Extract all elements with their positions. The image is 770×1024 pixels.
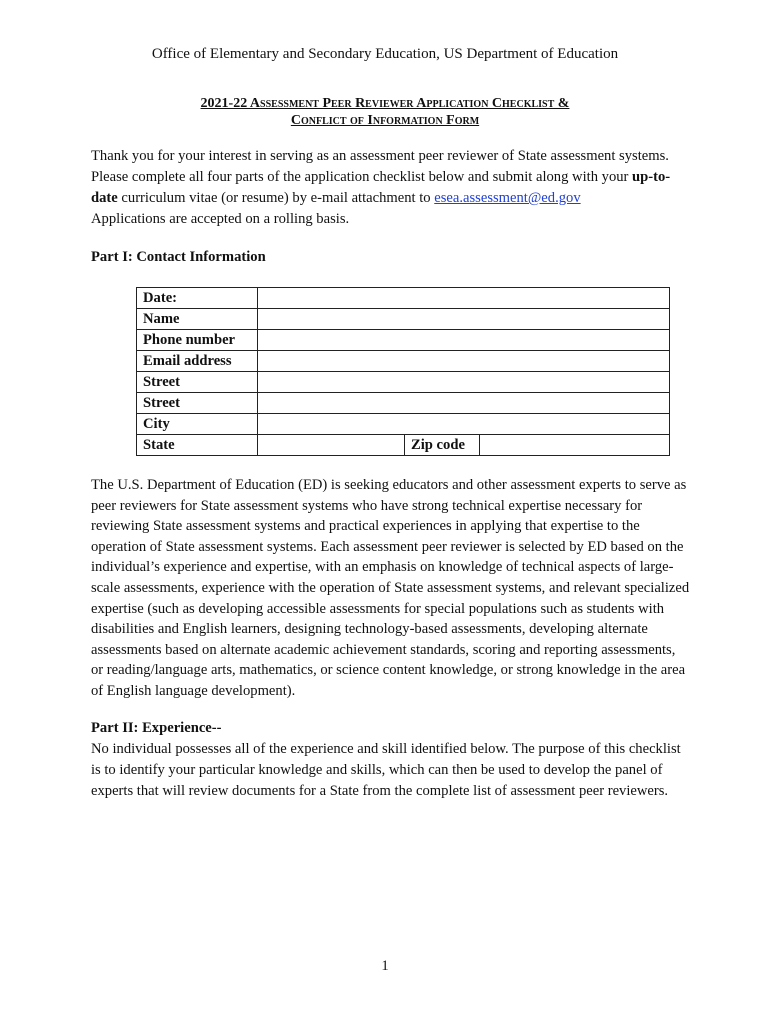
intro-text-1: Thank you for your interest in serving as an assessment peer reviewer of State assessment systems. Please complete all four parts of the application checklist below and submit along with your	[91, 148, 669, 185]
intro-text-3: Applications are accepted on a rolling basis.	[91, 211, 350, 227]
street-field-2[interactable]	[258, 393, 670, 414]
intro-paragraph	[91, 146, 691, 230]
row-label: State	[137, 435, 258, 456]
row-label: Street	[137, 393, 258, 414]
title-line-2: Conflict of Information Form	[290, 113, 480, 128]
email-field[interactable]	[258, 351, 670, 372]
city-field[interactable]	[258, 414, 670, 435]
zip-label: Zip code	[405, 435, 480, 456]
date-field[interactable]	[258, 288, 670, 309]
table-row	[137, 393, 670, 414]
description-paragraph: The U.S. Department of Education (ED) is seeking educators and other assessment experts to serve as peer reviewers for State assessment systems who have strong technical expertise necessary for reviewing State assessment systems and practical experiences in applying that expertise to the operation of State assessment systems. Each assessment peer reviewer is selected by ED based on the individual’s experience and expertise, with an emphasis on knowledge of technical aspects of large-scale assessments, experience with the operation of State assessment systems, and relevant specialized expertise (such as developing accessible assessments for special populations such as students with disabilities and English learners, designing technology-based assessments, developing alternate assessments based on alternate academic achievement standards, scoring and reporting assessments, or reading/language arts, mathematics, or science content knowledge, or strong knowledge in the area of English language development).	[91, 477, 690, 699]
table-row	[137, 330, 670, 351]
row-label: Name	[137, 309, 258, 330]
street-field-1[interactable]	[258, 372, 670, 393]
office-header: Office of Elementary and Secondary Education, US Department of Education	[151, 46, 619, 62]
page-number: 1	[381, 958, 389, 974]
table-row	[137, 351, 670, 372]
row-label: Phone number	[137, 330, 258, 351]
part2-section	[91, 718, 691, 802]
part2-heading: Part II: Experience--	[91, 720, 222, 736]
contact-table	[136, 287, 670, 456]
zip-field[interactable]	[480, 435, 670, 456]
document-title	[0, 95, 770, 129]
title-line-1: 2021-22 Assessment Peer Reviewer Application Checklist &	[200, 96, 570, 111]
table-row	[137, 288, 670, 309]
phone-field[interactable]	[258, 330, 670, 351]
part2-text: No individual possesses all of the experience and skill identified below. The purpose of this checklist is to identify your particular knowledge and skills, which can then be used to develop the panel of experts that will review documents for a State from the complete list of assessment peer reviewers.	[91, 741, 681, 799]
table-row	[137, 372, 670, 393]
row-label: Email address	[137, 351, 258, 372]
table-row	[137, 414, 670, 435]
state-field[interactable]	[258, 435, 405, 456]
intro-text-2: curriculum vitae (or resume) by e-mail attachment to	[117, 190, 435, 206]
part1-heading: Part I: Contact Information	[91, 249, 266, 265]
intro-bold: up-to-date	[91, 169, 671, 206]
email-link[interactable]: esea.assessment@ed.gov	[434, 190, 581, 206]
row-label: City	[137, 414, 258, 435]
name-field[interactable]	[258, 309, 670, 330]
row-label: Street	[137, 372, 258, 393]
table-row	[137, 435, 670, 456]
row-label: Date:	[137, 288, 258, 309]
table-row	[137, 309, 670, 330]
